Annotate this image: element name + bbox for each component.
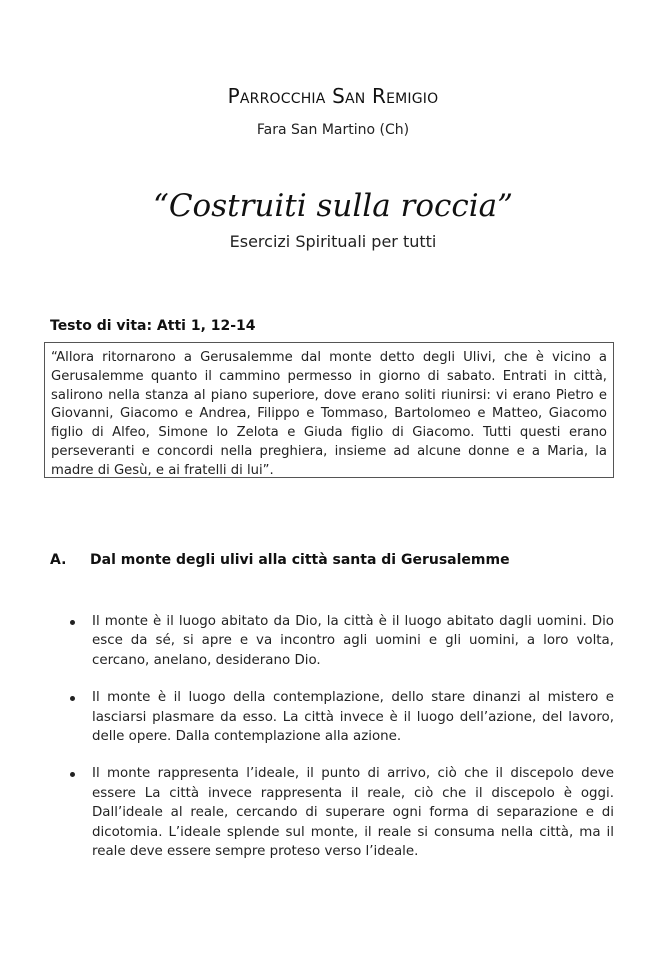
list-item-text: Il monte rappresenta l’ideale, il punto di arrivo, ciò che il discepolo deve essere La città invece rappresenta il reale, ciò che il discepolo è oggi. Dall’ideale al reale, cercando di superare ogni forma di separazione e di dicotomia. L’ideale splende sul monte, il reale si consuma nella città, ma il reale deve essere sempre proteso verso l’ideale. <box>92 766 614 860</box>
scripture-quote-text: “Allora ritornarono a Gerusalemme dal monte detto degli Ulivi, che è vicino a Gerusalemme quanto il cammino permesso in giorno di sabato. Entrati in città, salirono nella stanza al piano superiore, dove erano soliti riunirsi: vi erano Pietro e Giovanni, Giacomo e Andrea, Filippo e Tommaso, Bartolomeo e Matteo, Giacomo figlio di Alfeo, Simone lo Zelota e Giuda figlio di Giacomo. Tutti questi erano perseveranti e concordi nella preghiera, insieme ad alcune donne e a Maria, la madre di Gesù, e ai fratelli di lui”. <box>51 350 607 478</box>
bullet-icon <box>70 620 75 625</box>
section-a-heading <box>50 552 610 568</box>
testo-di-vita-label: Testo di vita: Atti 1, 12-14 <box>50 318 256 334</box>
list-item <box>68 612 614 670</box>
scripture-quote-box <box>44 342 614 478</box>
list-item <box>68 688 614 746</box>
parish-location: Fara San Martino (Ch) <box>256 122 410 138</box>
parish-name: Parrocchia San Remigio <box>227 84 439 108</box>
bullet-icon <box>70 772 75 777</box>
section-letter: A. <box>50 552 67 568</box>
list-item <box>68 764 614 861</box>
bullet-icon <box>70 696 75 701</box>
document-title: “Costruiti sulla roccia” <box>152 188 513 224</box>
list-item-text: Il monte è il luogo della contemplazione, dello stare dinanzi al mistero e lasciarsi plasmare da esso. La città invece è il luogo dell’azione, del lavoro, delle opere. Dalla contemplazione alla azione. <box>92 690 614 745</box>
list-item-text: Il monte è il luogo abitato da Dio, la città è il luogo abitato dagli uomini. Dio esce da sé, si apre e va incontro agli uomini e gli uomini, a loro volta, cercano, anelano, desiderano Dio. <box>92 614 614 668</box>
section-heading-text: Dal monte degli ulivi alla città santa di Gerusalemme <box>90 552 510 568</box>
bullet-list <box>68 612 614 879</box>
document-subtitle: Esercizi Spirituali per tutti <box>229 232 437 251</box>
